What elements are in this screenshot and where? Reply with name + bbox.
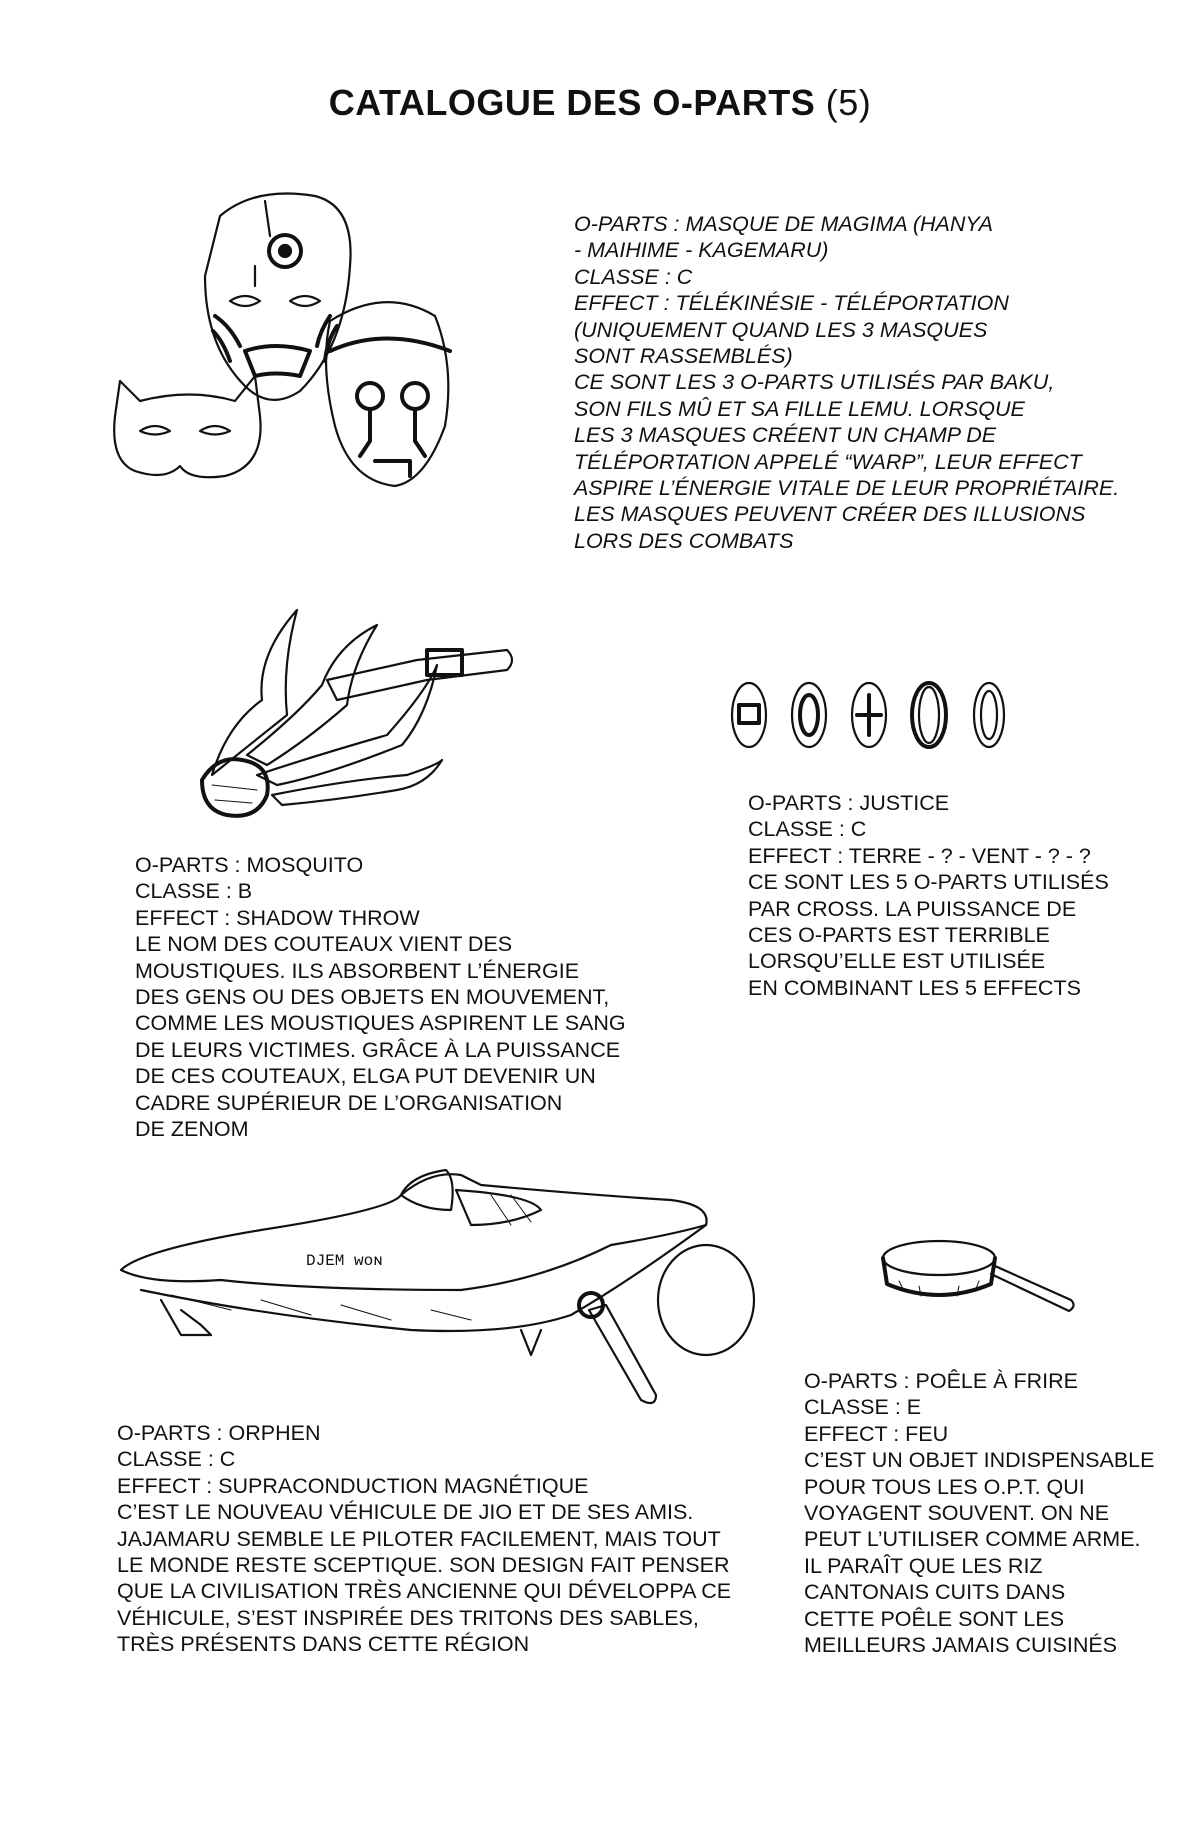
- text-line: DE LEURS VICTIMES. GRÂCE À LA PUISSANCE: [135, 1037, 621, 1062]
- mosquito-description: [135, 852, 626, 1142]
- demon-mask-drawing: [114, 376, 260, 477]
- text-line: CADRE SUPÉRIEUR DE L’ORGANISATION: [135, 1090, 563, 1115]
- text-line: EN COMBINANT LES 5 EFFECTS: [748, 975, 1081, 1000]
- text-line: CLASSE : E: [804, 1395, 922, 1420]
- text-line: PAR CROSS. LA PUISSANCE DE: [748, 896, 1077, 921]
- text-line: O-PARTS : ORPHEN: [117, 1421, 321, 1445]
- text-line: EFFECT : TERRE - ? - VENT - ? - ?: [748, 843, 1091, 868]
- text-line: PEUT L’UTILISER COMME ARME.: [804, 1527, 1141, 1552]
- text-line: EFFECT : SHADOW THROW: [135, 905, 420, 930]
- masque-description: [574, 211, 1119, 554]
- justice-description: [748, 790, 1109, 1001]
- text-line: CLASSE : B: [135, 879, 253, 904]
- text-line: CE SONT LES 5 O-PARTS UTILISÉS: [748, 870, 1109, 895]
- text-line: CLASSE : C: [748, 817, 867, 842]
- hannya-mask-drawing: [205, 194, 351, 400]
- text-line: DE ZENOM: [135, 1117, 249, 1142]
- text-line: JAJAMARU SEMBLE LE PILOTER FACILEMENT, MAIS TOUT: [117, 1526, 721, 1551]
- text-line: O-PARTS : POÊLE À FRIRE: [804, 1369, 1078, 1393]
- page-title-number: (5): [825, 82, 872, 123]
- kagemaru-mask-drawing: [326, 302, 450, 486]
- text-line: CETTE POÊLE SONT LES: [804, 1606, 1065, 1631]
- text-line: DE CES COUTEAUX, ELGA PUT DEVENIR UN: [135, 1064, 596, 1089]
- text-line: (UNIQUEMENT QUAND LES 3 MASQUES: [574, 317, 988, 342]
- vehicle-marking: DJEM ᴡᴏɴ: [306, 1252, 383, 1270]
- text-line: MOUSTIQUES. ILS ABSORBENT L’ÉNERGIE: [135, 958, 580, 983]
- text-line: ASPIRE L’ÉNERGIE VITALE DE LEUR PROPRIÉTAIRE.: [574, 476, 1120, 501]
- page-title: [0, 82, 1200, 124]
- text-line: EFFECT : TÉLÉKINÉSIE - TÉLÉPORTATION: [574, 291, 1009, 316]
- text-line: O-PARTS : MOSQUITO: [135, 853, 364, 877]
- text-line: CLASSE : C: [574, 264, 693, 289]
- text-line: QUE LA CIVILISATION TRÈS ANCIENNE QUI DÉVELOPPA CE: [117, 1579, 732, 1604]
- text-line: - MAIHIME - KAGEMARU): [574, 238, 829, 263]
- text-line: CE SONT LES 3 O-PARTS UTILISÉS PAR BAKU,: [574, 370, 1055, 395]
- text-line: COMME LES MOUSTIQUES ASPIRENT LE SANG: [135, 1011, 626, 1036]
- poele-description: [804, 1368, 1154, 1658]
- page-title-text: CATALOGUE DES O-PARTS: [328, 82, 816, 123]
- text-line: O-PARTS : JUSTICE: [748, 791, 950, 815]
- justice-rings-illustration: [727, 675, 1027, 755]
- masks-illustration: [105, 176, 555, 556]
- text-line: LE NOM DES COUTEAUX VIENT DES: [135, 932, 513, 957]
- text-line: EFFECT : FEU: [804, 1421, 949, 1446]
- text-line: CES O-PARTS EST TERRIBLE: [748, 923, 1050, 948]
- text-line: LORSQU’ELLE EST UTILISÉE: [748, 949, 1046, 974]
- text-line: POUR TOUS LES O.P.T. QUI: [804, 1474, 1085, 1499]
- orphen-description: [117, 1420, 731, 1658]
- text-line: SONT RASSEMBLÉS): [574, 344, 793, 369]
- text-line: SON FILS MÛ ET SA FILLE LEMU. LORSQUE: [574, 396, 1025, 421]
- frying-pan-illustration: [879, 1236, 1079, 1316]
- text-line: VÉHICULE, S’EST INSPIRÉE DES TRITONS DES SABLES,: [117, 1605, 699, 1630]
- text-line: LE MONDE RESTE SCEPTIQUE. SON DESIGN FAIT PENSER: [117, 1553, 730, 1578]
- text-line: TÉLÉPORTATION APPELÉ “WARP”, LEUR EFFECT: [574, 449, 1082, 474]
- text-line: VOYAGENT SOUVENT. ON NE: [804, 1501, 1110, 1526]
- text-line: C’EST UN OBJET INDISPENSABLE: [804, 1448, 1155, 1473]
- text-line: TRÈS PRÉSENTS DANS CETTE RÉGION: [117, 1632, 530, 1657]
- text-line: MEILLEURS JAMAIS CUISINÉS: [804, 1633, 1118, 1658]
- text-line: LES 3 MASQUES CRÉENT UN CHAMP DE: [574, 423, 997, 448]
- text-line: EFFECT : SUPRACONDUCTION MAGNÉTIQUE: [117, 1473, 589, 1498]
- text-line: C’EST LE NOUVEAU VÉHICULE DE JIO ET DE SES AMIS.: [117, 1500, 694, 1525]
- orphen-vehicle-illustration: [111, 1150, 781, 1410]
- text-line: CANTONAIS CUITS DANS: [804, 1580, 1066, 1605]
- text-line: LES MASQUES PEUVENT CRÉER DES ILLUSIONS: [574, 502, 1086, 527]
- text-line: CLASSE : C: [117, 1447, 236, 1472]
- text-line: O-PARTS : MASQUE DE MAGIMA (HANYA: [574, 212, 993, 236]
- text-line: IL PARAÎT QUE LES RIZ: [804, 1553, 1043, 1578]
- text-line: DES GENS OU DES OBJETS EN MOUVEMENT,: [135, 985, 610, 1010]
- mosquito-knives-illustration: [187, 605, 527, 825]
- text-line: LORS DES COMBATS: [574, 528, 794, 553]
